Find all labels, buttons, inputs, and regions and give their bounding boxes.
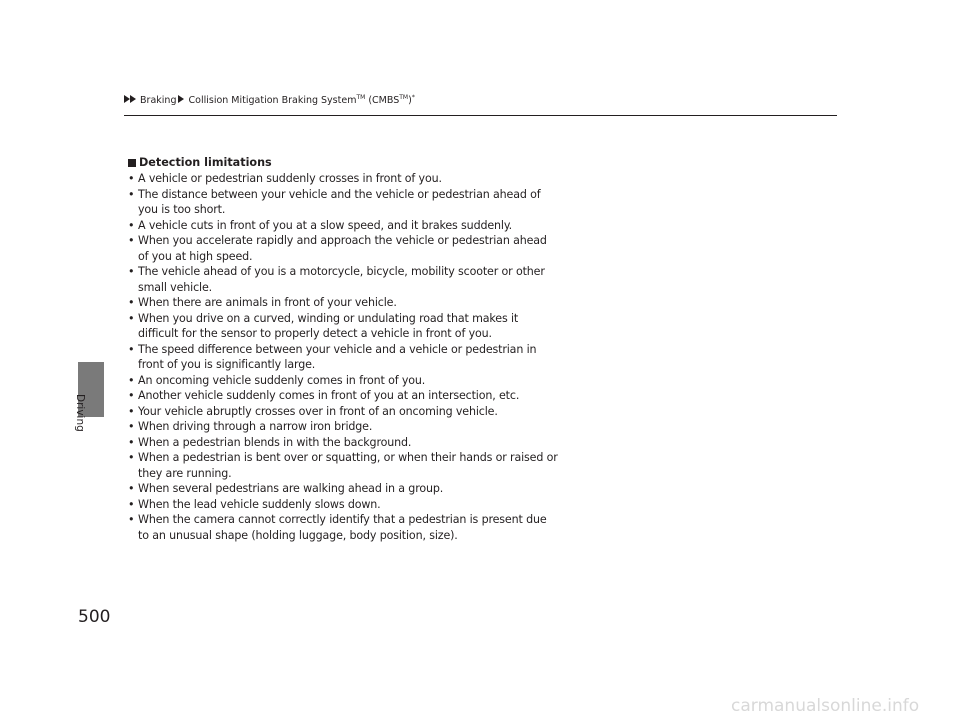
- trademark-mark: TM: [356, 93, 366, 101]
- arrow-right-icon: [130, 95, 136, 103]
- breadcrumb-cmbs-name: Collision Mitigation Braking System: [188, 95, 357, 106]
- list-item: • A vehicle or pedestrian suddenly crosses in front of you.: [128, 171, 558, 187]
- breadcrumb-cmbs-abbrev-close: ): [408, 95, 412, 106]
- breadcrumb: [124, 94, 415, 108]
- section-heading-text: Detection limitations: [139, 156, 272, 169]
- optional-equipment-mark: *: [411, 93, 415, 101]
- list-item: • The vehicle ahead of you is a motorcycle, bicycle, mobility scooter or other small vehicle.: [128, 264, 558, 295]
- list-item: • When driving through a narrow iron bridge.: [128, 419, 558, 435]
- arrow-right-icon: [178, 95, 184, 103]
- list-item: • When the camera cannot correctly identify that a pedestrian is present due to an unusual shape (holding luggage, body position, size).: [128, 512, 558, 543]
- trademark-mark: TM: [399, 93, 409, 101]
- detection-limitations-list: [128, 171, 558, 543]
- list-item: • The distance between your vehicle and the vehicle or pedestrian ahead of you is too short.: [128, 187, 558, 218]
- list-item: • When several pedestrians are walking ahead in a group.: [128, 481, 558, 497]
- list-item: • Another vehicle suddenly comes in front of you at an intersection, etc.: [128, 388, 558, 404]
- list-item: • When a pedestrian blends in with the background.: [128, 435, 558, 451]
- list-item: • The speed difference between your vehicle and a vehicle or pedestrian in front of you is significantly large.: [128, 342, 558, 373]
- breadcrumb-item-braking: Braking: [140, 95, 177, 106]
- list-item: • When a pedestrian is bent over or squatting, or when their hands or raised or they are running.: [128, 450, 558, 481]
- list-item: • Your vehicle abruptly crosses over in front of an oncoming vehicle.: [128, 404, 558, 420]
- section-heading: [128, 155, 272, 170]
- list-item: • An oncoming vehicle suddenly comes in front of you.: [128, 373, 558, 389]
- breadcrumb-item-cmbs: [189, 95, 415, 106]
- header-divider: [124, 115, 837, 116]
- list-item: • A vehicle cuts in front of you at a slow speed, and it brakes suddenly.: [128, 218, 558, 234]
- list-item: • When you accelerate rapidly and approach the vehicle or pedestrian ahead of you at high speed.: [128, 233, 558, 264]
- list-item: • When you drive on a curved, winding or undulating road that makes it difficult for the sensor to properly detect a vehicle in front of you.: [128, 311, 558, 342]
- watermark: carmanualsonline.info: [731, 696, 920, 716]
- breadcrumb-cmbs-abbrev-open: (CMBS: [365, 95, 400, 106]
- list-item: • When there are animals in front of your vehicle.: [128, 295, 558, 311]
- list-item: • When the lead vehicle suddenly slows down.: [128, 497, 558, 513]
- chapter-tab-label: Driving: [74, 394, 86, 432]
- page-number: 500: [78, 607, 111, 627]
- square-bullet-icon: [128, 159, 136, 167]
